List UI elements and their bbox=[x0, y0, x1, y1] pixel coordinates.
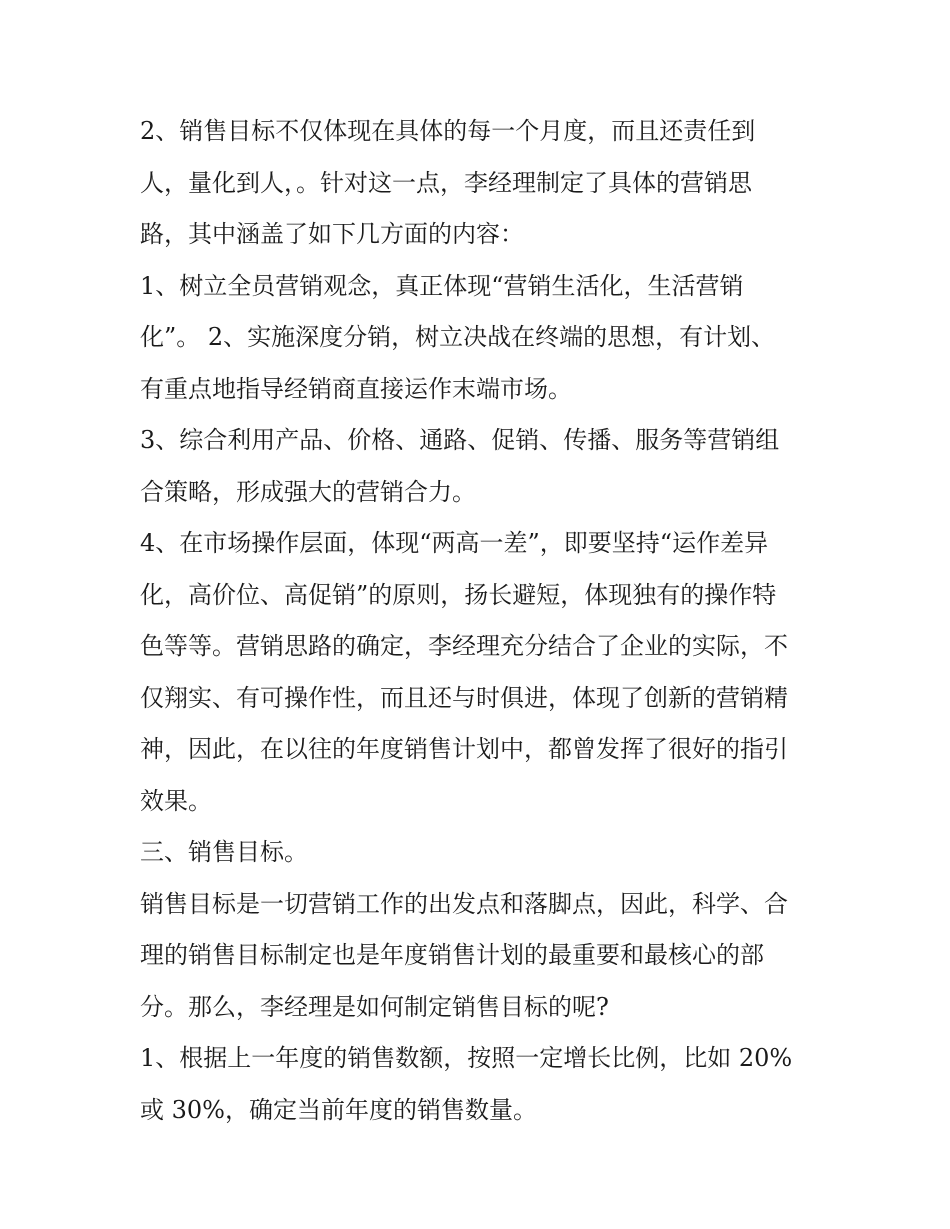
text-line: 合策略，形成强大的营销合力。 bbox=[140, 477, 476, 506]
document-body bbox=[140, 106, 820, 1136]
text-line: 理的销售目标制定也是年度销售计划的最重要和最核心的部 bbox=[140, 941, 764, 969]
text-line: 效果。 bbox=[140, 786, 212, 815]
text-line: 仅翔实、有可操作性，而且还与时俱进，体现了创新的营销精 bbox=[140, 683, 788, 712]
text-line: 销售目标是一切营销工作的出发点和落脚点，因此，科学、合 bbox=[140, 889, 788, 918]
text-line: 人，量化到人，。针对这一点，李经理制定了具体的营销思 bbox=[140, 168, 752, 197]
text-line: 化”。 2、实施深度分销，树立决战在终端的思想，有计划、 bbox=[140, 323, 776, 351]
text-line: 1、根据上一年度的销售数额，按照一定增长比例，比如 20% bbox=[140, 1044, 793, 1072]
text-line: 有重点地指导经销商直接运作末端市场。 bbox=[140, 374, 572, 403]
text-line: 分。那么，李经理是如何制定销售目标的呢? bbox=[140, 992, 609, 1021]
text-line: 1、树立全员营销观念，真正体现“营销生活化，生活营销 bbox=[140, 271, 744, 300]
text-line: 3、综合利用产品、价格、通路、促销、传播、服务等营销组 bbox=[140, 426, 780, 454]
text-line: 色等等。营销思路的确定，李经理充分结合了企业的实际，不 bbox=[140, 632, 788, 660]
text-line: 或 30%，确定当前年度的销售数量。 bbox=[140, 1095, 537, 1124]
section-heading: 三、销售目标。 bbox=[140, 838, 308, 866]
text-line: 化，高价位、高促销”的原则，扬长避短，体现独有的操作特 bbox=[140, 580, 777, 609]
text-line: 2、销售目标不仅体现在具体的每一个月度，而且还责任到 bbox=[140, 117, 756, 145]
text-line: 路，其中涵盖了如下几方面的内容： bbox=[140, 220, 524, 248]
text-line: 神，因此，在以往的年度销售计划中，都曾发挥了很好的指引 bbox=[140, 735, 788, 763]
text-line: 4、在市场操作层面，体现“两高一差”，即要坚持“运作差异 bbox=[140, 529, 769, 557]
